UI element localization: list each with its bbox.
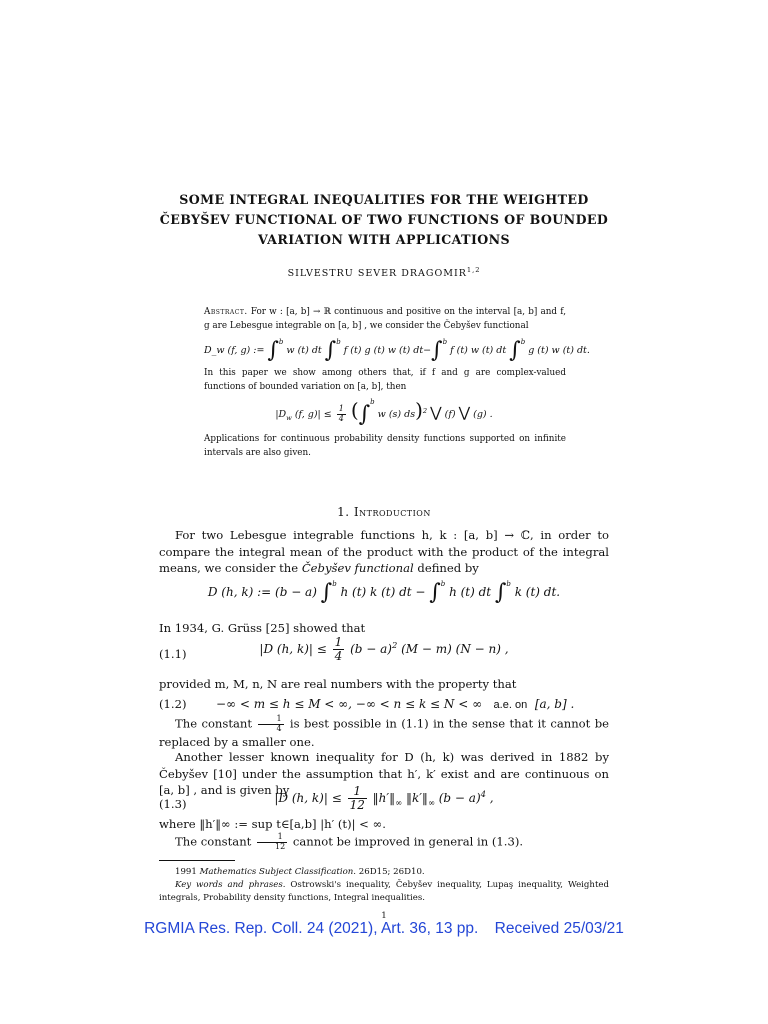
journal-footer [0,920,768,938]
equation-1-2-ae: a.e. on [493,699,528,711]
intro-paragraph-1 [159,527,609,577]
equation-1-2 [216,697,574,711]
equation-1-2-body: −∞ < m ≤ h ≤ M < ∞, −∞ < n ≤ k ≤ N < ∞ [216,697,483,711]
footnote-rule [159,860,235,861]
paper-title [60,190,708,250]
footnote-msc-label: Mathematics Subject Classification. [199,867,357,877]
abstract-paragraph-3 [204,432,566,460]
abstract-label: Abstract. [204,307,248,317]
abstract-paragraph-1 [204,305,566,333]
footnote-msc [159,866,609,879]
abstract-text-3: Applications for continuous probability density functions supported on infinite intervals are also given. [204,434,566,458]
title-line-2: ČEBYŠEV FUNCTIONAL OF TWO FUNCTIONS OF BOUNDED [159,212,609,227]
intro-text-7a: The constant [175,834,252,849]
footer-received: Received 25/03/21 [494,920,624,937]
author-name: SILVESTRU SEVER DRAGOMIR [287,268,467,280]
intro-text-5: Another lesser known inequality for D (h, k) was derived in 1882 by Čebyšev [10] under the assumption that h′, k′ exist and are continuous on [a, b] , and is given by [159,750,609,797]
equation-1-2-interval: [a, b] . [534,697,575,711]
intro-text-6: where ‖h′‖∞ := sup t∈[a,b] |h′ (t)| < ∞. [159,817,386,831]
section-heading-introduction: 1. Introduction [337,505,431,519]
intro-text-4a: The constant [175,716,253,731]
abstract-equation-2: $|D_w$ (f, g)| ≤ $\frac{1}{4}$ (∫$^b$ w (s) ds)$^2$ ⋁ (f) ⋁ (g) . [275,398,493,427]
footnote-keywords-label: Key words and phrases. [175,880,286,890]
equation-number-1-1: (1.1) [159,647,187,661]
footer-journal: RGMIA Res. Rep. Coll. 24 (2021), Art. 36, 13 pp. [144,920,479,937]
intro-paragraph-3 [159,676,609,693]
equation-1-1: |D (h, k)| ≤ $\frac{1}{4}$ $(b - a)^2$ (M − m) (N − n) , [259,635,509,664]
intro-text-1-end: defined by [417,561,479,575]
abstract-text-1: For w : [a, b] → ℝ continuous and positive on the interval [a, b] and f, g are Lebesgue integrable on [a, b] , we consider the Čebyšev functional [204,307,567,331]
abstract-text-2: In this paper we show among others that, if f and g are complex-valued functions of bounded variation on [a, b], then [204,368,566,392]
footnote-msc-year: 1991 [175,867,197,877]
title-line-1: SOME INTEGRAL INEQUALITIES FOR THE WEIGHTED [179,192,589,207]
intro-paragraph-4: The constant $\frac{1}{4}$ is best possible in (1.1) in the sense that it cannot be replaced by a smaller one. [159,714,609,749]
intro-text-2: In 1934, G. Grüss [25] showed that [159,621,366,635]
page-number: 1 [381,911,387,921]
equation-1-3: |D (h, k)| ≤ $\frac{1}{12}$ $‖h'‖_\infty$ $‖k'‖_\infty$ $(b - a)^4$ , [274,784,494,813]
author-affiliation: 1,2 [466,266,481,274]
definition-equation: D (h, k) := (b − a) ∫$^b$ h (t) k (t) dt − ∫$^b$ h (t) dt ∫$^b$ k (t) dt. [207,580,561,605]
intro-text-3: provided m, M, n, N are real numbers with the property that [159,677,517,691]
intro-paragraph-7: The constant $\frac{1}{12}$ cannot be improved in general in (1.3). [175,832,524,851]
intro-paragraph-2 [159,620,609,637]
intro-text-4b: is best possible in (1.1) in the sense that it cannot be replaced by a smaller one. [159,716,609,749]
abstract-equation-1: D_w (f, g) := ∫$^b$ w (t) dt ∫$^b$ f (t) g (t) w (t) dt−∫$^b$ f (t) w (t) dt ∫$^b$ g (t) w (t) dt. [204,338,590,363]
author [0,266,768,279]
title-line-3: VARIATION WITH APPLICATIONS [257,232,511,247]
footnote-keywords [159,879,609,905]
intro-paragraph-6 [159,816,609,833]
intro-text-7b: cannot be improved in general in (1.3). [292,834,524,849]
equation-number-1-2: (1.2) [159,697,187,711]
intro-text-1-em: Čebyšev functional [301,561,414,575]
intro-text-1: For two Lebesgue integrable functions h, k : [a, b] → ℂ, in order to compare the integral mean of the product with the product of the integral means, we consider the [159,528,609,575]
abstract-paragraph-2 [204,366,566,394]
footnote-msc-text: 26D15; 26D10. [358,867,425,877]
abstract-eq1-lhs: D_w (f, g) := [204,345,265,356]
equation-number-1-3: (1.3) [159,797,187,811]
footnote-keywords-text: Ostrowski's inequality, Čebyšev inequality, Lupaş inequality, Weighted integrals, Probability density functions, Integral inequalities. [159,880,609,903]
